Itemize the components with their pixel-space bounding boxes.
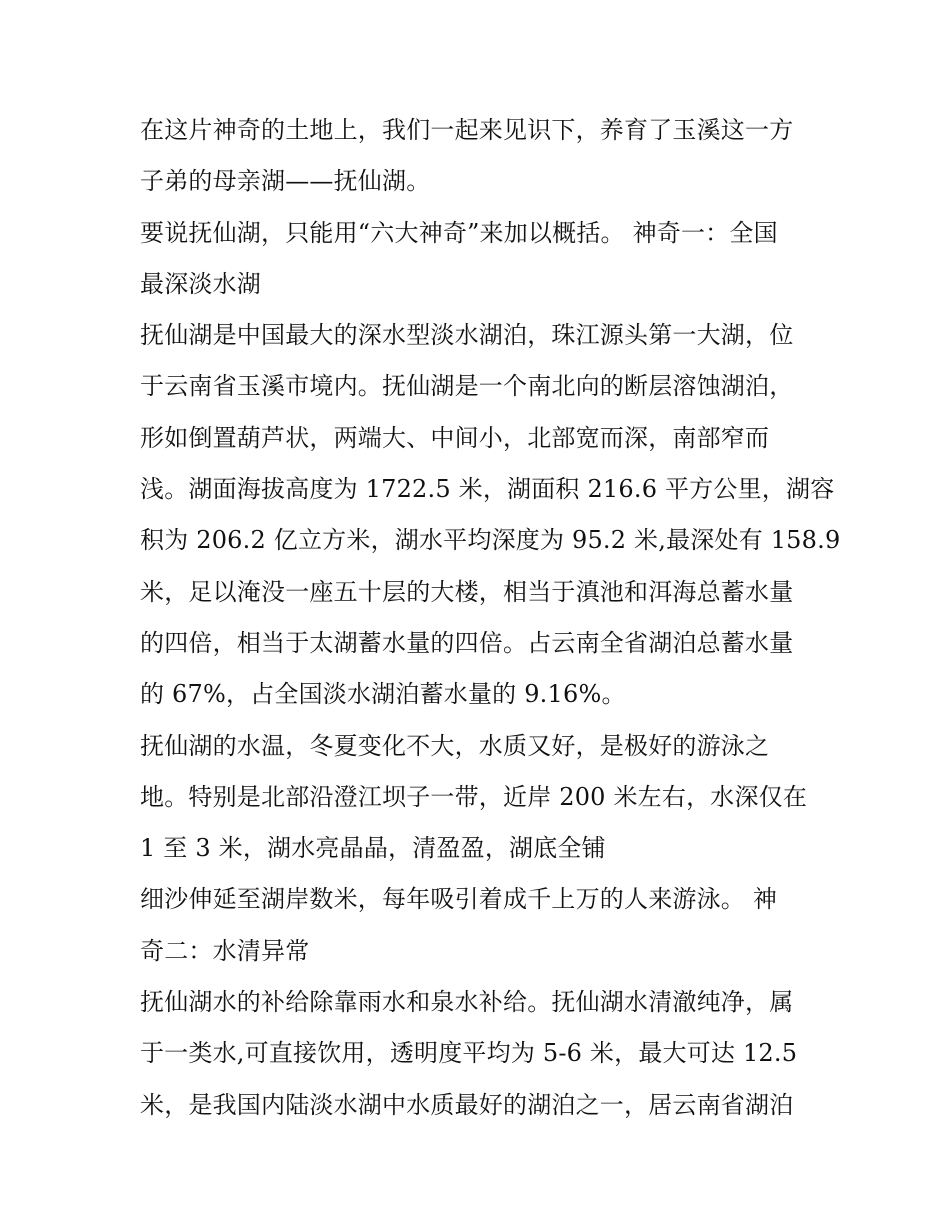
text-line: 细沙伸延至湖岸数米，每年吸引着成千上万的人来游泳。 神 [140, 885, 778, 914]
text-line: 浅。湖面海拔高度为 1722.5 米，湖面积 216.6 平方公里，湖容 [140, 475, 835, 504]
text-line: 地。特别是北部沿澄江坝子一带，近岸 200 米左右，水深仅在 [140, 782, 808, 811]
text-line: 的四倍，相当于太湖蓄水量的四倍。占云南全省湖泊总蓄水量 [140, 628, 794, 657]
text-line: 的 67%，占全国淡水湖泊蓄水量的 9.16%。 [140, 680, 626, 709]
document-body [140, 105, 841, 1131]
text-line: 抚仙湖是中国最大的深水型淡水湖泊，珠江源头第一大湖，位 [140, 321, 794, 350]
text-line: 形如倒置葫芦状，两端大、中间小，北部宽而深，南部窄而 [140, 423, 770, 452]
text-line: 要说抚仙湖，只能用“六大神奇”来加以概括。 神奇一：全国 [140, 218, 778, 247]
text-line: 子弟的母亲湖——抚仙湖。 [140, 167, 431, 196]
text-line: 积为 206.2 亿立方米，湖水平均深度为 95.2 米,最深处有 158.9 [140, 526, 841, 555]
text-line: 于一类水,可直接饮用，透明度平均为 5-6 米，最大可达 12.5 [140, 1039, 798, 1068]
text-line: 在这片神奇的土地上，我们一起来见识下，养育了玉溪这一方 [140, 116, 794, 144]
text-line: 抚仙湖水的补给除靠雨水和泉水补给。抚仙湖水清澈纯净，属 [140, 988, 794, 1017]
text-line: 米，足以淹没一座五十层的大楼，相当于滇池和洱海总蓄水量 [140, 577, 794, 606]
text-line: 1 至 3 米，湖水亮晶晶，清盈盈，湖底全铺 [140, 834, 606, 863]
text-line: 抚仙湖的水温，冬夏变化不大，水质又好，是极好的游泳之 [140, 731, 770, 760]
text-line: 最深淡水湖 [140, 269, 261, 298]
text-line: 奇二：水清异常 [140, 936, 310, 965]
text-line: 于云南省玉溪市境内。抚仙湖是一个南北向的断层溶蚀湖泊， [140, 372, 794, 401]
text-line: 米，是我国内陆淡水湖中水质最好的湖泊之一，居云南省湖泊 [140, 1090, 794, 1119]
